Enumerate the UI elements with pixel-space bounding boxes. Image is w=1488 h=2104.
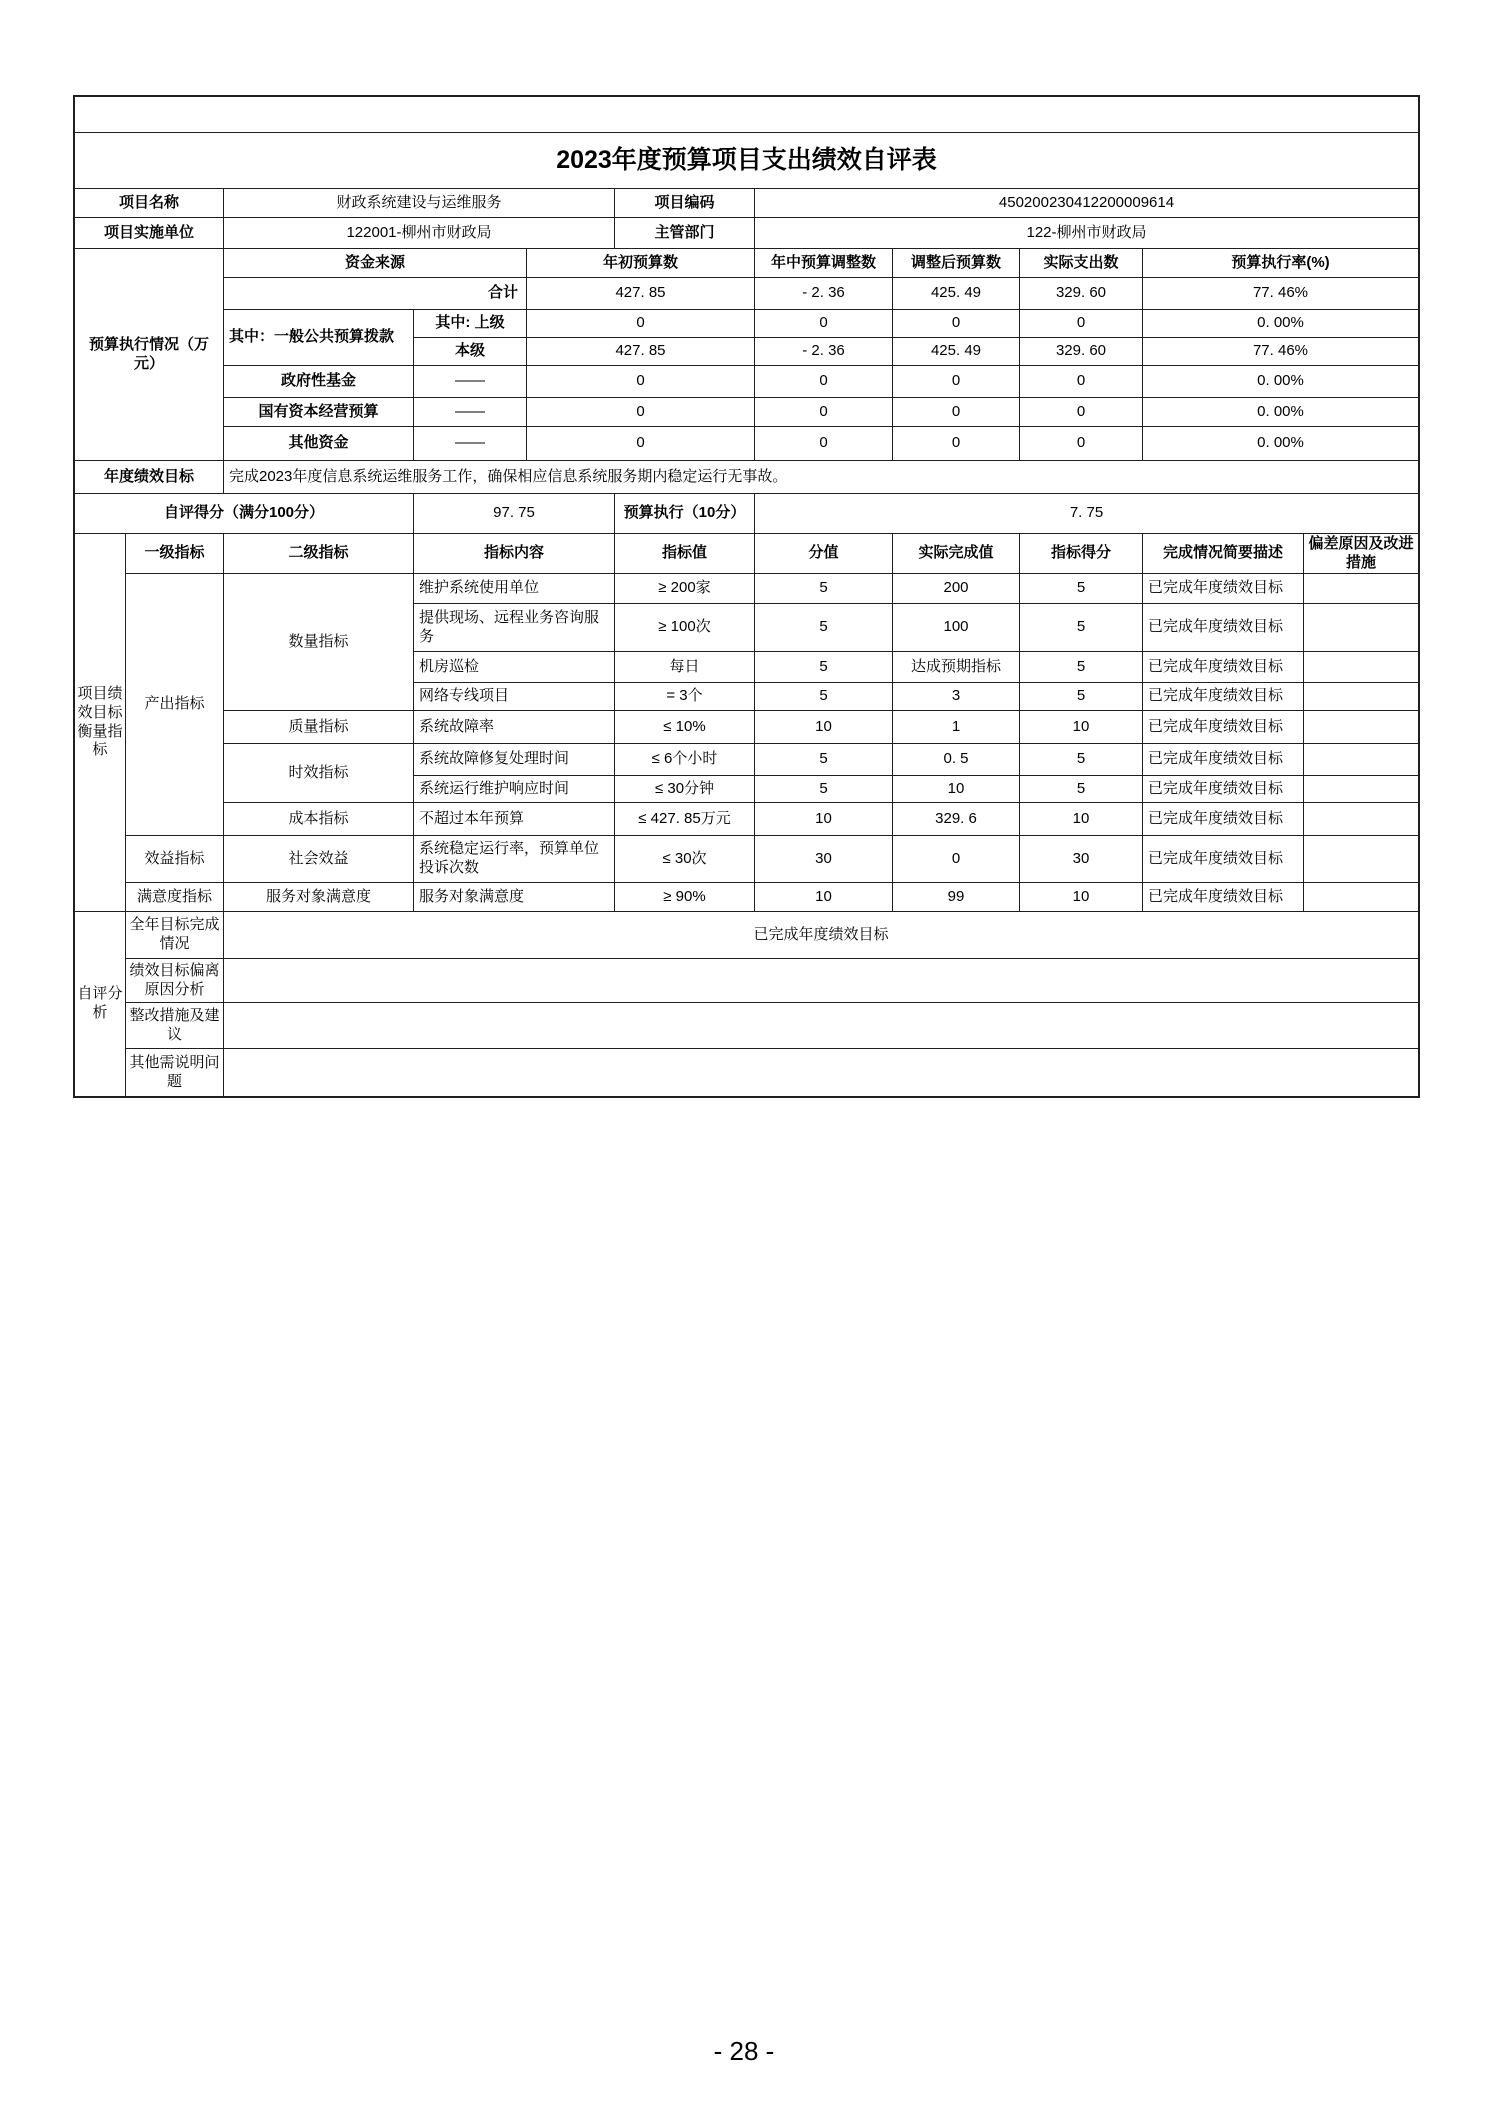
indicator-target: ≤ 30分钟 xyxy=(615,776,754,802)
analysis-content xyxy=(224,959,1418,1002)
indicator-desc: 已完成年度绩效目标 xyxy=(1143,836,1303,882)
indicator-got: 5 xyxy=(1020,683,1142,710)
project-name-label: 项目名称 xyxy=(75,189,223,217)
budget-govfund-dash: —— xyxy=(414,366,526,397)
indicator-score: 30 xyxy=(755,836,892,882)
deviation-cell xyxy=(1304,776,1418,802)
analysis-content: 已完成年度绩效目标 xyxy=(224,912,1418,958)
budget-govfund-mid: 0 xyxy=(755,366,892,397)
budget-govfund-label: 政府性基金 xyxy=(224,366,413,397)
indicator-desc: 已完成年度绩效目标 xyxy=(1143,683,1303,710)
deviation-cell xyxy=(1304,652,1418,682)
budget-statecap-dash: —— xyxy=(414,398,526,426)
deviation-cell xyxy=(1304,803,1418,835)
indicator-content: 系统运行维护响应时间 xyxy=(414,776,614,802)
indicator-got: 5 xyxy=(1020,744,1142,775)
budget-local-label: 本级 xyxy=(414,338,526,365)
indicator-target: ≤ 427. 85万元 xyxy=(615,803,754,835)
page-title: 2023年度预算项目支出绩效自评表 xyxy=(75,133,1418,188)
indicator-content: 网络专线项目 xyxy=(414,683,614,710)
indicator-content: 系统故障率 xyxy=(414,711,614,743)
indicator-got: 10 xyxy=(1020,883,1142,911)
indicator-got: 30 xyxy=(1020,836,1142,882)
indicator-content: 机房巡检 xyxy=(414,652,614,682)
budget-govfund-spend: 0 xyxy=(1020,366,1142,397)
implement-unit-label: 项目实施单位 xyxy=(75,218,223,248)
budget-other-initial: 0 xyxy=(527,427,754,460)
indicator-got: 5 xyxy=(1020,776,1142,802)
indicator-actual: 100 xyxy=(893,604,1019,651)
indicator-score: 5 xyxy=(755,604,892,651)
indicator-desc: 已完成年度绩效目标 xyxy=(1143,711,1303,743)
indicator-got: 5 xyxy=(1020,604,1142,651)
budget-score-value: 7. 75 xyxy=(755,494,1418,533)
indicator-target: ≥ 200家 xyxy=(615,574,754,603)
analysis-section-label: 自评分析 xyxy=(75,912,125,1096)
analysis-content xyxy=(224,1003,1418,1048)
indicator-target: ≤ 30次 xyxy=(615,836,754,882)
budget-statecap-spend: 0 xyxy=(1020,398,1142,426)
indicator-desc: 已完成年度绩效目标 xyxy=(1143,803,1303,835)
header-got: 指标得分 xyxy=(1020,534,1142,573)
budget-statecap-initial: 0 xyxy=(527,398,754,426)
indicator-content: 提供现场、远程业务咨询服务 xyxy=(414,604,614,651)
analysis-label: 其他需说明问题 xyxy=(126,1049,223,1096)
budget-header-initial: 年初预算数 xyxy=(527,249,754,277)
budget-score-label: 预算执行（10分） xyxy=(615,494,754,533)
deviation-cell xyxy=(1304,883,1418,911)
budget-govfund-initial: 0 xyxy=(527,366,754,397)
budget-local-adjusted: 425. 49 xyxy=(893,338,1019,365)
analysis-label: 绩效目标偏离原因分析 xyxy=(126,959,223,1002)
indicator-actual: 99 xyxy=(893,883,1019,911)
budget-total-initial: 427. 85 xyxy=(527,278,754,309)
indicator-score: 10 xyxy=(755,883,892,911)
dept-label: 主管部门 xyxy=(615,218,754,248)
indicator-actual: 1 xyxy=(893,711,1019,743)
deviation-cell xyxy=(1304,836,1418,882)
budget-govfund-adjusted: 0 xyxy=(893,366,1019,397)
budget-header-exec-rate: 预算执行率(%) xyxy=(1143,249,1418,277)
indicator-desc: 已完成年度绩效目标 xyxy=(1143,652,1303,682)
budget-statecap-rate: 0. 00% xyxy=(1143,398,1418,426)
budget-total-spend: 329. 60 xyxy=(1020,278,1142,309)
page-number: - 28 - xyxy=(713,2036,775,2066)
indicator-desc: 已完成年度绩效目标 xyxy=(1143,776,1303,802)
indicator-score: 5 xyxy=(755,652,892,682)
deviation-cell xyxy=(1304,744,1418,775)
deviation-cell xyxy=(1304,574,1418,603)
budget-local-mid: - 2. 36 xyxy=(755,338,892,365)
level2-quantity: 数量指标 xyxy=(224,574,413,710)
budget-upper-initial: 0 xyxy=(527,310,754,337)
header-content: 指标内容 xyxy=(414,534,614,573)
level2-target-satisfaction: 服务对象满意度 xyxy=(224,883,413,911)
indicator-score: 10 xyxy=(755,711,892,743)
indicator-target: ≥ 100次 xyxy=(615,604,754,651)
budget-statecap-label: 国有资本经营预算 xyxy=(224,398,413,426)
dept-value: 122-柳州市财政局 xyxy=(755,218,1418,248)
budget-local-initial: 427. 85 xyxy=(527,338,754,365)
header-deviation: 偏差原因及改进措施 xyxy=(1304,534,1418,573)
level2-timeliness: 时效指标 xyxy=(224,744,413,802)
budget-upper-label: 其中: 上级 xyxy=(414,310,526,337)
indicator-got: 5 xyxy=(1020,574,1142,603)
indicator-target: ≥ 90% xyxy=(615,883,754,911)
level2-cost: 成本指标 xyxy=(224,803,413,835)
annual-goal-label: 年度绩效目标 xyxy=(75,461,223,493)
self-score-value: 97. 75 xyxy=(414,494,614,533)
indicator-desc: 已完成年度绩效目标 xyxy=(1143,604,1303,651)
header-level1: 一级指标 xyxy=(126,534,223,573)
budget-statecap-adjusted: 0 xyxy=(893,398,1019,426)
project-code-value: 450200230412200009614 xyxy=(755,189,1418,217)
level2-quality: 质量指标 xyxy=(224,711,413,743)
indicator-actual: 10 xyxy=(893,776,1019,802)
implement-unit-value: 122001-柳州市财政局 xyxy=(224,218,614,248)
indicator-score: 5 xyxy=(755,776,892,802)
budget-upper-spend: 0 xyxy=(1020,310,1142,337)
self-score-label: 自评得分（满分100分） xyxy=(75,494,413,533)
budget-local-rate: 77. 46% xyxy=(1143,338,1418,365)
deviation-cell xyxy=(1304,604,1418,651)
indicator-score: 5 xyxy=(755,683,892,710)
level1-benefit: 效益指标 xyxy=(126,836,223,882)
budget-other-label: 其他资金 xyxy=(224,427,413,460)
budget-total-adjusted: 425. 49 xyxy=(893,278,1019,309)
budget-upper-rate: 0. 00% xyxy=(1143,310,1418,337)
indicator-content: 系统稳定运行率，预算单位投诉次数 xyxy=(414,836,614,882)
indicator-content: 系统故障修复处理时间 xyxy=(414,744,614,775)
budget-total-mid: - 2. 36 xyxy=(755,278,892,309)
indicator-content: 服务对象满意度 xyxy=(414,883,614,911)
budget-header-adjusted: 调整后预算数 xyxy=(893,249,1019,277)
header-actual: 实际完成值 xyxy=(893,534,1019,573)
self-evaluation-table xyxy=(73,95,1420,1098)
budget-other-spend: 0 xyxy=(1020,427,1142,460)
indicator-actual: 200 xyxy=(893,574,1019,603)
budget-other-adjusted: 0 xyxy=(893,427,1019,460)
budget-section-label: 预算执行情况（万元） xyxy=(75,249,223,460)
budget-govfund-rate: 0. 00% xyxy=(1143,366,1418,397)
indicator-desc: 已完成年度绩效目标 xyxy=(1143,744,1303,775)
project-code-label: 项目编码 xyxy=(615,189,754,217)
indicator-target: 每日 xyxy=(615,652,754,682)
indicator-score: 5 xyxy=(755,574,892,603)
indicator-target: = 3个 xyxy=(615,683,754,710)
indicator-score: 5 xyxy=(755,744,892,775)
budget-total-label: 合计 xyxy=(224,278,526,309)
indicator-actual: 3 xyxy=(893,683,1019,710)
project-name-value: 财政系统建设与运维服务 xyxy=(224,189,614,217)
budget-other-dash: —— xyxy=(414,427,526,460)
header-score: 分值 xyxy=(755,534,892,573)
header-level2: 二级指标 xyxy=(224,534,413,573)
indicator-actual: 329. 6 xyxy=(893,803,1019,835)
indicator-score: 10 xyxy=(755,803,892,835)
budget-header-mid-adjust: 年中预算调整数 xyxy=(755,249,892,277)
budget-header-actual-spend: 实际支出数 xyxy=(1020,249,1142,277)
analysis-label: 全年目标完成情况 xyxy=(126,912,223,958)
indicator-actual: 达成预期指标 xyxy=(893,652,1019,682)
deviation-cell xyxy=(1304,683,1418,710)
empty-header-strip xyxy=(75,97,1418,132)
level2-social: 社会效益 xyxy=(224,836,413,882)
indicator-got: 10 xyxy=(1020,803,1142,835)
budget-total-rate: 77. 46% xyxy=(1143,278,1418,309)
annual-goal-content: 完成2023年度信息系统运维服务工作，确保相应信息系统服务期内稳定运行无事故。 xyxy=(224,461,1418,493)
indicator-target: ≤ 10% xyxy=(615,711,754,743)
indicator-content: 维护系统使用单位 xyxy=(414,574,614,603)
budget-upper-mid: 0 xyxy=(755,310,892,337)
budget-public-label: 其中：一般公共预算拨款 xyxy=(224,310,413,365)
budget-local-spend: 329. 60 xyxy=(1020,338,1142,365)
budget-other-mid: 0 xyxy=(755,427,892,460)
level1-satisfaction: 满意度指标 xyxy=(126,883,223,911)
header-desc: 完成情况简要描述 xyxy=(1143,534,1303,573)
analysis-label: 整改措施及建议 xyxy=(126,1003,223,1048)
budget-header-source: 资金来源 xyxy=(224,249,526,277)
level1-output: 产出指标 xyxy=(126,574,223,835)
analysis-content xyxy=(224,1049,1418,1096)
indicator-got: 10 xyxy=(1020,711,1142,743)
header-target: 指标值 xyxy=(615,534,754,573)
indicator-content: 不超过本年预算 xyxy=(414,803,614,835)
indicator-got: 5 xyxy=(1020,652,1142,682)
indicator-target: ≤ 6个小时 xyxy=(615,744,754,775)
indicator-desc: 已完成年度绩效目标 xyxy=(1143,574,1303,603)
indicator-actual: 0. 5 xyxy=(893,744,1019,775)
indicator-desc: 已完成年度绩效目标 xyxy=(1143,883,1303,911)
deviation-cell xyxy=(1304,711,1418,743)
indicator-actual: 0 xyxy=(893,836,1019,882)
budget-upper-adjusted: 0 xyxy=(893,310,1019,337)
budget-other-rate: 0. 00% xyxy=(1143,427,1418,460)
budget-statecap-mid: 0 xyxy=(755,398,892,426)
indicators-section-label: 项目绩效目标衡量指标 xyxy=(75,534,125,911)
